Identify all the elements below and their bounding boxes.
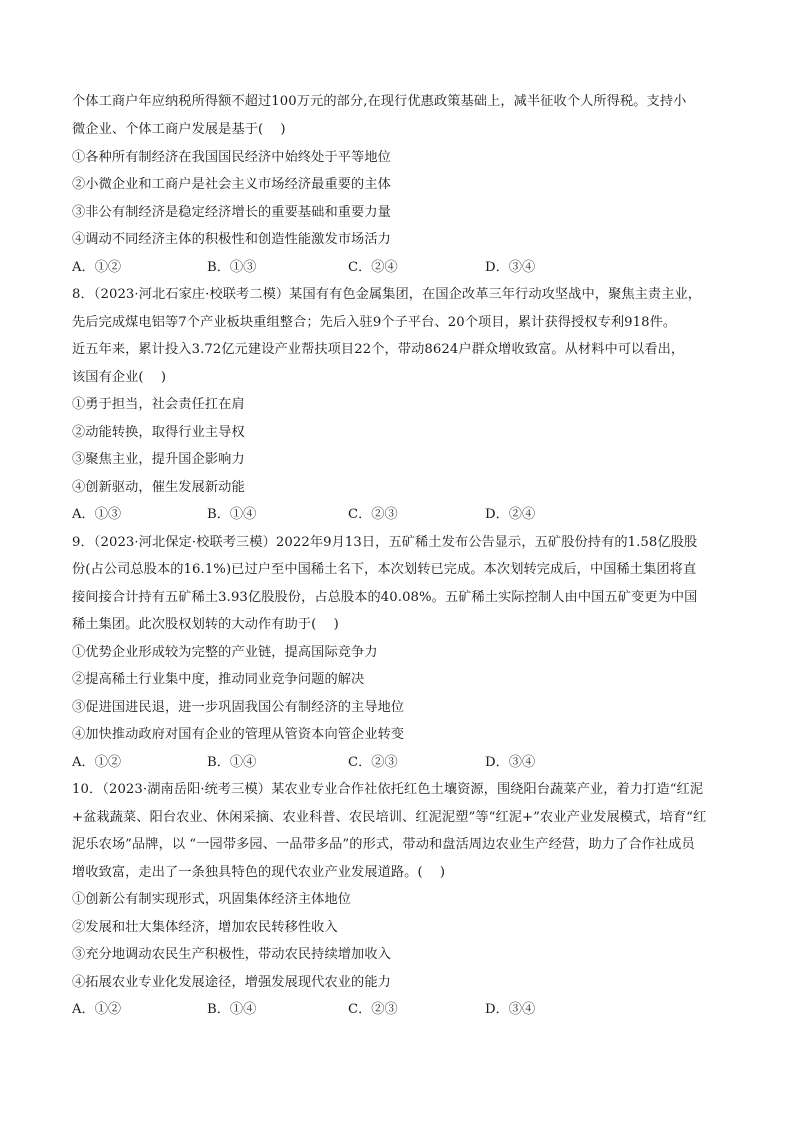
q10-stem-line-3: 泥乐农场”品牌，以 “一园带多园、一品带多品”的形式，带动和盘活周边农业生产经营，助力了合作社成员 xyxy=(72,837,695,852)
q9-options xyxy=(72,754,732,772)
q8-statement-2: ②动能转换，取得行业主导权 xyxy=(72,425,245,440)
q7-stem-line-1: 个体工商户年应纳税所得额不超过100万元的部分,在现行优惠政策基础上，减半征收个人所得税。支持小 xyxy=(72,94,687,109)
q7-statement-2: ②小微企业和工商户是社会主义市场经济最重要的主体 xyxy=(72,177,391,192)
q9-statement-4: ④加快推动政府对国有企业的管理从管资本向管企业转变 xyxy=(72,727,405,742)
q7-statement-1: ①各种所有制经济在我国国民经济中始终处于平等地位 xyxy=(72,150,391,165)
q10-statement-4: ④拓展农业专业化发展途径，增强发展现代农业的能力 xyxy=(72,975,391,990)
q8-stem-line-3: 近五年来，累计投入3.72亿元建设产业帮扶项目22个，带动8624户群众增收致富。从材料中可以看出， xyxy=(72,342,685,357)
q9-statement-2: ②提高稀土行业集中度，推动同业竞争问题的解决 xyxy=(72,672,365,687)
q7-options xyxy=(72,259,732,277)
q9-option-a[interactable]: A．①② xyxy=(72,755,122,770)
q9-stem-line-3: 接间接合计持有五矿稀土3.93亿股股份，占总股本的40.08%。五矿稀土实际控制人由中国五矿变更为中国 xyxy=(72,590,698,605)
q8-stem-line-4: 该国有企业( ) xyxy=(72,370,167,385)
q9-statement-3: ③促进国进民退，进一步巩固我国公有制经济的主导地位 xyxy=(72,700,405,715)
q10-option-d[interactable]: D．③④ xyxy=(485,1002,536,1017)
q8-option-d[interactable]: D．②④ xyxy=(485,507,536,522)
q8-option-b[interactable]: B．①④ xyxy=(207,507,257,522)
q9-option-d[interactable]: D．③④ xyxy=(485,755,536,770)
q9-option-c[interactable]: C．②③ xyxy=(348,755,398,770)
q9-option-b[interactable]: B．①④ xyxy=(207,755,257,770)
q8-option-a[interactable]: A．①③ xyxy=(72,507,122,522)
q10-option-c[interactable]: C．②③ xyxy=(348,1002,398,1017)
q10-stem-line-2: +盆栽蔬菜、阳台农业、休闲采摘、农业科普、农民培训、红泥泥塑”等“红泥+”农业产业发展模式，培育“红 xyxy=(72,810,707,825)
q10-stem-line-1: 10．（2023·湖南岳阳·统考三模）某农业专业合作社依托红色土壤资源，围绕阳台蔬菜产业，着力打造“红泥 xyxy=(72,782,704,797)
q7-statement-4: ④调动不同经济主体的积极性和创造性能激发市场活力 xyxy=(72,232,391,247)
q9-statement-1: ①优势企业形成较为完整的产业链，提高国际竞争力 xyxy=(72,645,378,660)
q8-stem-line-1: 8．（2023·河北石家庄·校联考二模）某国有有色金属集团，在国企改革三年行动攻坚战中，聚焦主责主业， xyxy=(72,287,702,302)
q10-statement-2: ②发展和壮大集体经济，增加农民转移性收入 xyxy=(72,920,338,935)
q10-options xyxy=(72,1001,732,1019)
q7-stem-line-2: 微企业、个体工商户发展是基于( ) xyxy=(72,122,286,137)
q8-statement-3: ③聚焦主业，提升国企影响力 xyxy=(72,452,245,467)
q7-statement-3: ③非公有制经济是稳定经济增长的重要基础和重要力量 xyxy=(72,205,391,220)
q10-statement-1: ①创新公有制实现形式，巩固集体经济主体地位 xyxy=(72,892,352,907)
q7-option-d[interactable]: D．③④ xyxy=(485,260,536,275)
q9-stem-line-2: 份(占公司总股本的16.1%)已过户至中国稀土名下，本次划转已完成。本次划转完成后，中国稀土集团将直 xyxy=(72,562,697,577)
q8-options xyxy=(72,506,732,524)
q10-stem-line-4: 增收致富，走出了一条独具特色的现代农业产业发展道路。( ) xyxy=(72,865,446,880)
q8-statement-4: ④创新驱动，催生发展新动能 xyxy=(72,480,245,495)
q8-statement-1: ①勇于担当，社会责任扛在肩 xyxy=(72,397,245,412)
q7-option-c[interactable]: C．②④ xyxy=(348,260,398,275)
q8-stem-line-2: 先后完成煤电铝等7个产业板块重组整合；先后入驻9个子平台、20个项目，累计获得授权专利918件。 xyxy=(72,315,677,330)
q7-option-b[interactable]: B．①③ xyxy=(207,260,257,275)
q10-option-a[interactable]: A．①② xyxy=(72,1002,122,1017)
q10-option-b[interactable]: B．①④ xyxy=(207,1002,257,1017)
q7-option-a[interactable]: A．①② xyxy=(72,260,122,275)
q8-option-c[interactable]: C．②③ xyxy=(348,507,398,522)
q9-stem-line-4: 稀土集团。此次股权划转的大动作有助于( ) xyxy=(72,617,339,632)
q10-statement-3: ③充分地调动农民生产积极性，带动农民持续增加收入 xyxy=(72,947,391,962)
q9-stem-line-1: 9．（2023·河北保定·校联考三模）2022年9月13日，五矿稀土发布公告显示，五矿股份持有的1.58亿股股 xyxy=(72,535,698,550)
